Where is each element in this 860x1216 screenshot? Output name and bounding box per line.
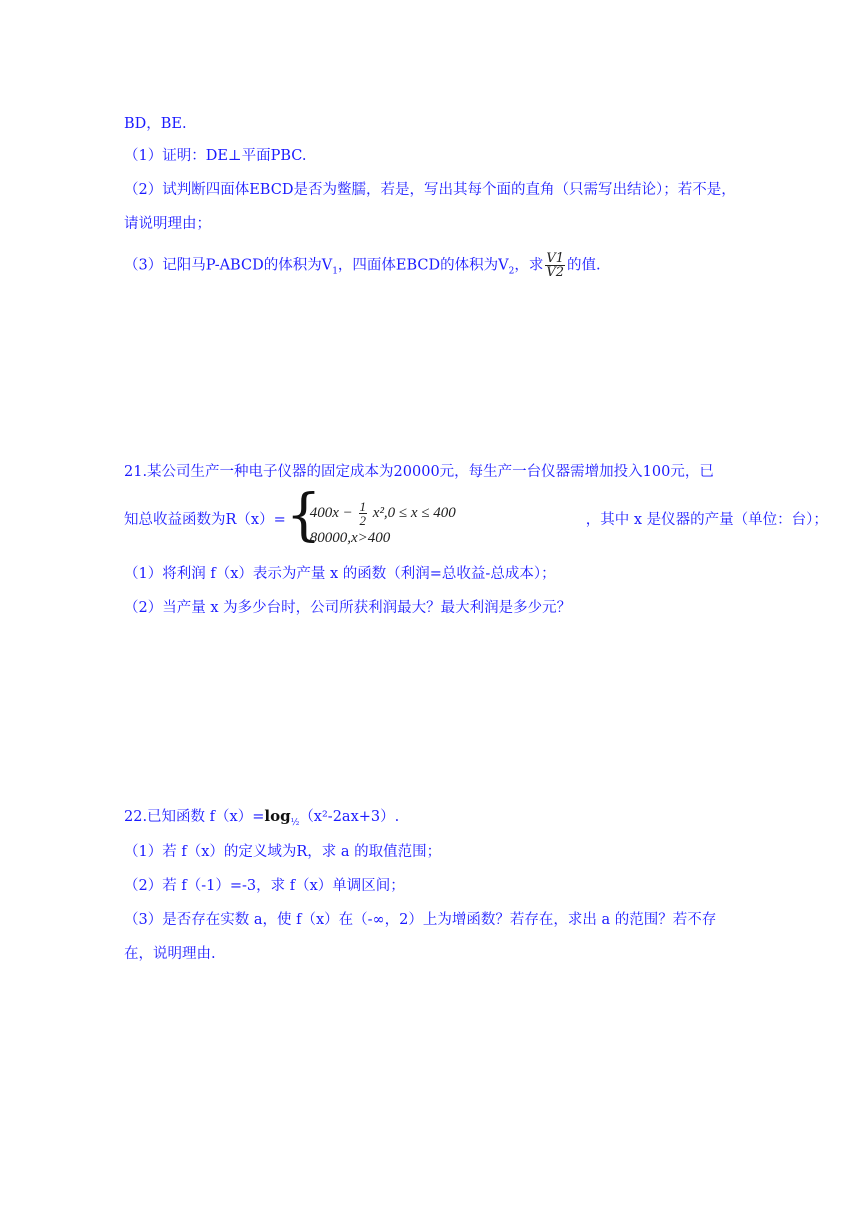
piecewise-function [285,483,586,550]
q22-stem-text-a: 22.已知函数 f（x）= [124,809,265,825]
q20-part3 [124,252,736,281]
fraction-denominator: V2 [546,265,565,280]
piecewise-case-2: 80000,x>400 [309,530,391,546]
q22-part3-cont: 在，说明理由. [124,946,216,962]
q21-part2: （2）当产量 x 为多少台时，公司所获利润最大？最大利润是多少元？ [124,600,572,616]
case1-fraction [359,500,368,527]
q20-part2-cont: 请说明理由； [124,216,211,232]
v1-subscript: 1 [332,266,338,277]
case1-left: 400x − [309,504,353,521]
q21-revenue-prefix: 知总收益函数为R（x）= [124,512,286,528]
piecewise-case-1 [310,500,456,527]
q20-part3-text-b: ，四面体EBCD的体积为V [337,257,509,274]
v-ratio-fraction [545,252,565,279]
fraction-numerator: V1 [546,251,565,266]
left-brace: { [285,483,322,548]
case1-denominator: 2 [359,513,367,528]
q21-stem: 21.某公司生产一种电子仪器的固定成本为20000元，每生产一台仪器需增加投入100元，已 [124,464,714,480]
log-base: ½ [290,817,300,828]
q20-part3-text-d: 的值. [567,257,601,274]
v2-subscript: 2 [508,266,515,277]
q22-part3: （3）是否存在实数 a，使 f（x）在（-∞，2）上为增函数？若存在，求出 a 的范围？若不存 [124,912,717,928]
q20-part3-text-a: （3）记阳马P-ABCD的体积为V [124,257,333,274]
q22-stem [124,806,736,833]
q21-revenue-suffix: ，其中 x 是仪器的产量（单位：台）； [585,512,828,528]
case1-numerator: 1 [359,499,367,514]
q22-part2: （2）若 f（-1）=-3，求 f（x）单调区间； [124,878,405,894]
q22-part1: （1）若 f（x）的定义域为R，求 a 的取值范围； [124,844,442,860]
q20-part3-text-c: ，求 [514,257,544,274]
q21-part1: （1）将利润 f（x）表示为产量 x 的函数（利润=总收益-总成本）； [124,566,556,582]
q20-part1: （1）证明：DE⊥平面PBC. [124,148,307,164]
q20-continuation: BD，BE. [124,116,187,132]
log-symbol: log [264,807,291,825]
case1-right: x²,0 ≤ x ≤ 400 [372,504,456,521]
q20-part2: （2）试判断四面体EBCD是否为鳖臑，若是，写出其每个面的直角（只需写出结论）；若不是， [124,182,736,198]
q21-revenue-line [124,483,828,550]
q22-stem-text-b: （x²-2ax+3）. [299,809,400,825]
